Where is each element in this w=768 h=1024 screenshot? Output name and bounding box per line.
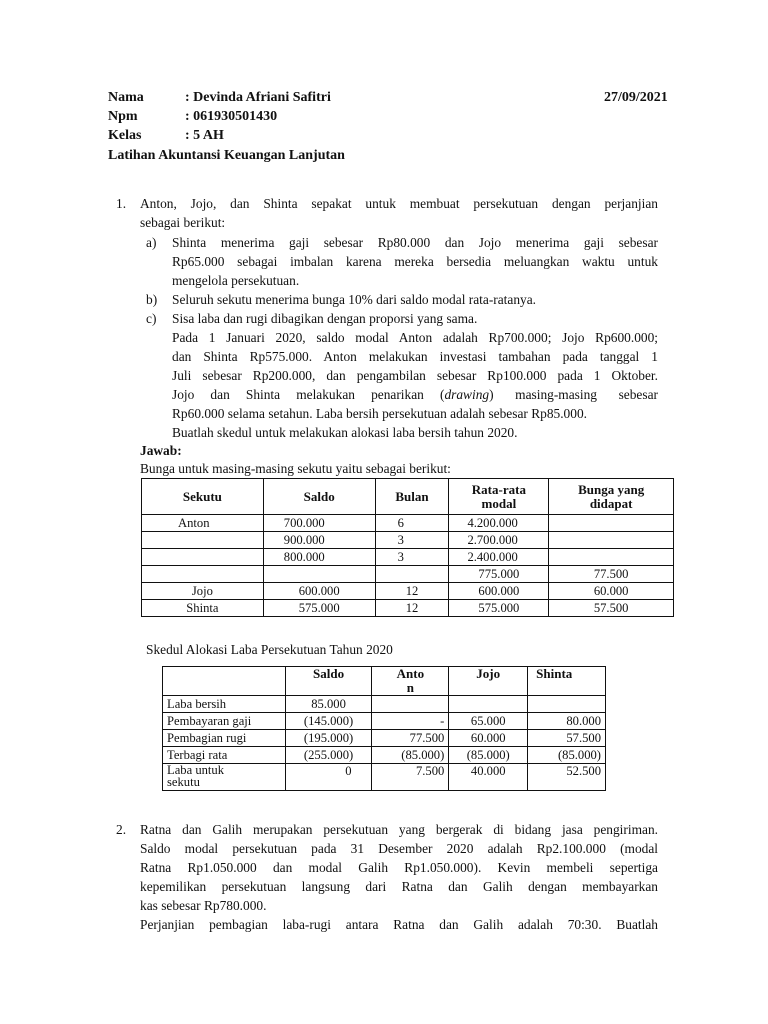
table-row xyxy=(163,730,606,747)
q2-line5: kas sebesar Rp780.000. xyxy=(140,898,267,913)
cell-shinta: (85.000) xyxy=(528,747,606,764)
q1-paragraph-line2: dan Shinta Rp575.000. Anton melakukan investasi tambahan pada tanggal 1 xyxy=(172,349,658,364)
cell-sekutu: Anton xyxy=(142,515,264,532)
table-row xyxy=(142,532,674,549)
cell-saldo: 600.000 xyxy=(263,583,375,600)
cell-rata: 600.000 xyxy=(449,583,549,600)
cell-sekutu: Shinta xyxy=(142,600,264,617)
cell-sekutu xyxy=(142,566,264,583)
q1-paragraph-line3: Juli sebesar Rp200.000, dan pengambilan sebesar Rp100.000 pada 1 Oktober. xyxy=(172,368,658,383)
cell-label xyxy=(163,764,286,791)
table-row xyxy=(163,764,606,791)
nama-label: Nama xyxy=(108,90,144,105)
th-saldo: Saldo xyxy=(263,479,375,515)
cell-label: Pembayaran gaji xyxy=(163,713,286,730)
th-rata-line2: modal xyxy=(481,495,517,511)
table-row xyxy=(142,515,674,532)
q1-c-line1: Sisa laba dan rugi dibagikan dengan proporsi yang sama. xyxy=(172,311,478,326)
cell-shinta: 80.000 xyxy=(528,713,606,730)
cell-sekutu: Jojo xyxy=(142,583,264,600)
th-bunga-line1: Bunga yang xyxy=(578,481,645,497)
cell-jojo: 65.000 xyxy=(449,713,528,730)
th-jojo: Jojo xyxy=(449,667,528,696)
cell-sekutu xyxy=(142,549,264,566)
th-anton-line1: Anto xyxy=(396,666,425,681)
cell-bunga: 57.500 xyxy=(549,600,674,617)
cell-rata: 575.000 xyxy=(449,600,549,617)
cell-rata: 4.200.000 xyxy=(449,515,549,532)
q1-a-line1: Shinta menerima gaji sebesar Rp80.000 dan Jojo menerima gaji sebesar xyxy=(172,235,658,250)
cell-saldo: (145.000) xyxy=(285,713,372,730)
cell-bunga xyxy=(549,532,674,549)
cell-sekutu xyxy=(142,532,264,549)
q1-paragraph-line5: Rp60.000 selama setahun. Laba bersih persekutuan adalah sebesar Rp85.000. xyxy=(172,406,587,421)
q1-c-label: c) xyxy=(146,311,157,326)
th-rata-rata xyxy=(449,479,549,515)
cell-label: Pembagian rugi xyxy=(163,730,286,747)
cell-rata: 2.700.000 xyxy=(449,532,549,549)
cell-jojo xyxy=(449,696,528,713)
npm-label: Npm xyxy=(108,109,138,124)
cell-bunga: 77.500 xyxy=(549,566,674,583)
cell-shinta: 52.500 xyxy=(528,764,606,791)
table-row xyxy=(163,747,606,764)
nama-value: : Devinda Afriani Safitri xyxy=(185,90,331,105)
table-row xyxy=(142,600,674,617)
cell-saldo: 800.000 xyxy=(263,549,375,566)
cell-bulan: 12 xyxy=(375,600,449,617)
th-saldo: Saldo xyxy=(285,667,372,696)
skedul-table-header xyxy=(163,667,606,696)
cell-label: Laba bersih xyxy=(163,696,286,713)
q2-line2: Saldo modal persekutuan pada 31 Desember 2020 adalah Rp2.100.000 (modal xyxy=(140,841,658,856)
q1-a-line2: Rp65.000 sebagai imbalan karena mereka bersedia meluangkan waktu untuk xyxy=(172,254,658,269)
q1-b-label: b) xyxy=(146,292,158,307)
cell-anton: 77.500 xyxy=(372,730,449,747)
th-rata-line1: Rata-rata xyxy=(471,481,526,497)
th-anton xyxy=(372,667,449,696)
th-anton-line2: n xyxy=(406,680,415,695)
q1-line4-drawing: drawing xyxy=(444,387,490,402)
q1-line4-pre: Jojo dan Shinta melakukan penarikan ( xyxy=(172,387,445,402)
cell-bulan: 12 xyxy=(375,583,449,600)
cell-bunga xyxy=(549,549,674,566)
q1-paragraph-line4 xyxy=(172,385,658,404)
q1-intro-line2: sebagai berikut: xyxy=(140,215,226,230)
npm-value: : 061930501430 xyxy=(185,109,278,124)
q1-number: 1. xyxy=(116,196,127,211)
q1-a-line3: mengelola persekutuan. xyxy=(172,273,300,288)
cell-saldo: (255.000) xyxy=(285,747,372,764)
jawab-label: Jawab: xyxy=(140,443,182,458)
th-sekutu: Sekutu xyxy=(142,479,264,515)
cell-jojo: 60.000 xyxy=(449,730,528,747)
cell-anton: (85.000) xyxy=(372,747,449,764)
kelas-value: : 5 AH xyxy=(185,128,224,143)
skedul-table xyxy=(162,666,606,791)
cell-saldo: 575.000 xyxy=(263,600,375,617)
cell-saldo: (195.000) xyxy=(285,730,372,747)
kelas-label: Kelas xyxy=(108,128,142,143)
cell-bulan: 3 xyxy=(375,549,449,566)
cell-saldo: 0 xyxy=(285,764,372,791)
table-row xyxy=(142,549,674,566)
q2-line6: Perjanjian pembagian laba-rugi antara Ratna dan Galih adalah 70:30. Buatlah xyxy=(140,917,658,932)
cell-rata: 2.400.000 xyxy=(449,549,549,566)
th-bunga xyxy=(549,479,674,515)
cell-saldo: 700.000 xyxy=(263,515,375,532)
cell-rata: 775.000 xyxy=(449,566,549,583)
bunga-table xyxy=(141,478,674,617)
cell-label: Terbagi rata xyxy=(163,747,286,764)
cell-shinta xyxy=(528,696,606,713)
skedul-title: Skedul Alokasi Laba Persekutuan Tahun 2020 xyxy=(146,642,393,657)
cell-anton: - xyxy=(372,713,449,730)
cell-label-line2: sekutu xyxy=(167,775,200,789)
table-row xyxy=(142,583,674,600)
th-shinta: Shinta xyxy=(528,667,606,696)
cell-label-line1: Laba untuk xyxy=(167,763,225,777)
q2-line3: Ratna Rp1.050.000 dan modal Galih Rp1.050.000). Kevin membeli sepertiga xyxy=(140,860,658,875)
cell-anton: 7.500 xyxy=(372,764,449,791)
q2-number: 2. xyxy=(116,822,127,837)
cell-saldo: 85.000 xyxy=(285,696,372,713)
th-empty xyxy=(163,667,286,696)
table-row xyxy=(163,696,606,713)
cell-anton xyxy=(372,696,449,713)
q2-line1: Ratna dan Galih merupakan persekutuan yang bergerak di bidang jasa pengiriman. xyxy=(140,822,658,837)
table-row xyxy=(142,566,674,583)
cell-bulan xyxy=(375,566,449,583)
cell-bunga xyxy=(549,515,674,532)
q1-b-line1: Seluruh sekutu menerima bunga 10% dari saldo modal rata-ratanya. xyxy=(172,292,537,307)
th-bunga-line2: didapat xyxy=(589,495,633,511)
q1-paragraph-line6: Buatlah skedul untuk melakukan alokasi laba bersih tahun 2020. xyxy=(172,425,518,440)
bunga-table-header xyxy=(142,479,674,515)
cell-saldo xyxy=(263,566,375,583)
th-bulan: Bulan xyxy=(375,479,449,515)
cell-saldo: 900.000 xyxy=(263,532,375,549)
q1-line4-post: ) masing-masing sebesar xyxy=(489,387,658,402)
table-row xyxy=(163,713,606,730)
cell-jojo: 40.000 xyxy=(449,764,528,791)
subject-title: Latihan Akuntansi Keuangan Lanjutan xyxy=(108,148,345,163)
cell-bulan: 6 xyxy=(375,515,449,532)
date: 27/09/2021 xyxy=(604,90,668,105)
cell-bulan: 3 xyxy=(375,532,449,549)
q1-a-label: a) xyxy=(146,235,157,250)
bunga-intro: Bunga untuk masing-masing sekutu yaitu sebagai berikut: xyxy=(140,461,451,476)
cell-shinta: 57.500 xyxy=(528,730,606,747)
q2-line4: kepemilikan persekutuan langsung dari Ratna dan Galih dengan membayarkan xyxy=(140,879,658,894)
q1-intro-line1: Anton, Jojo, dan Shinta sepakat untuk membuat persekutuan dengan perjanjian xyxy=(140,196,658,211)
q1-paragraph-line1: Pada 1 Januari 2020, saldo modal Anton adalah Rp700.000; Jojo Rp600.000; xyxy=(172,330,658,345)
cell-jojo: (85.000) xyxy=(449,747,528,764)
cell-bunga: 60.000 xyxy=(549,583,674,600)
